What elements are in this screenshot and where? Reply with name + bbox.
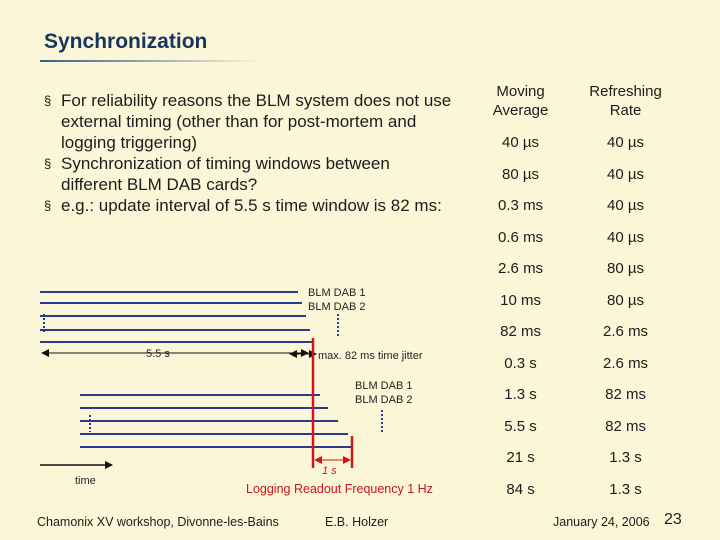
footer-author: E.B. Holzer (325, 515, 389, 529)
table-cell: 84 s (506, 480, 535, 498)
header-line: Rate (609, 102, 642, 119)
footer-date: January 24, 2006 (553, 515, 650, 529)
table-cell: 82 ms (605, 417, 646, 435)
table-cell: 80 µs (502, 165, 540, 183)
table-cell: 82 ms (605, 386, 646, 404)
table-cell: 1.3 s (504, 386, 537, 404)
table-cell: 2.6 ms (498, 260, 544, 278)
table-cell: 40 µs (607, 134, 645, 152)
table-cell: 40 µs (607, 197, 645, 215)
slide-title: Synchronization (44, 30, 208, 53)
table-cell: 1.3 s (609, 449, 642, 467)
table-cell: 82 ms (500, 323, 541, 341)
jitter-label: max. 82 ms time jitter (318, 350, 423, 362)
header-line: Refreshing (589, 83, 662, 100)
table-cell: 10 ms (500, 291, 541, 309)
table-cell: 40 µs (607, 228, 645, 246)
bottom-dab1-label: BLM DAB 1 (355, 380, 413, 392)
top-dab2-label: BLM DAB 2 (308, 301, 366, 313)
table-cell: 0.6 ms (498, 228, 544, 246)
table-cell: 2.6 ms (603, 354, 649, 372)
bullet-text: For reliability reasons the BLM system does not use external timing (other than for post-mortem and logging triggering) (61, 91, 452, 152)
bullet-mark: § (44, 93, 52, 108)
window-duration-label: 5.5 s (146, 348, 170, 360)
time-axis-label: time (75, 475, 96, 487)
table-cell: 2.6 ms (603, 323, 649, 341)
table-cell: 40 µs (502, 134, 540, 152)
lower-window-lines (80, 395, 352, 447)
header-line: Average (492, 102, 549, 119)
one-second-label: 1 s (322, 465, 337, 477)
upper-window-lines (40, 292, 312, 342)
bullet-text: e.g.: update interval of 5.5 s time window is 82 ms: (61, 196, 442, 215)
table-cell: 80 µs (607, 291, 645, 309)
logging-frequency-label: Logging Readout Frequency 1 Hz (246, 482, 433, 496)
table-cell: 40 µs (607, 165, 645, 183)
table-cell: 0.3 s (504, 354, 537, 372)
page-number: 23 (664, 511, 682, 528)
table-cell: 1.3 s (609, 480, 642, 498)
footer-event: Chamonix XV workshop, Divonne-les-Bains (37, 515, 279, 529)
bullet-mark: § (44, 156, 52, 171)
bullet-text: Synchronization of timing windows between different BLM DAB cards? (61, 154, 390, 194)
top-dab1-label: BLM DAB 1 (308, 287, 366, 299)
bottom-dab2-label: BLM DAB 2 (355, 394, 413, 406)
table-cell: 80 µs (607, 260, 645, 278)
table-cell: 21 s (506, 449, 535, 467)
bullet-mark: § (44, 198, 52, 213)
table-cell: 5.5 s (504, 417, 537, 435)
table-cell: 0.3 ms (498, 197, 544, 215)
header-line: Moving (496, 83, 545, 100)
